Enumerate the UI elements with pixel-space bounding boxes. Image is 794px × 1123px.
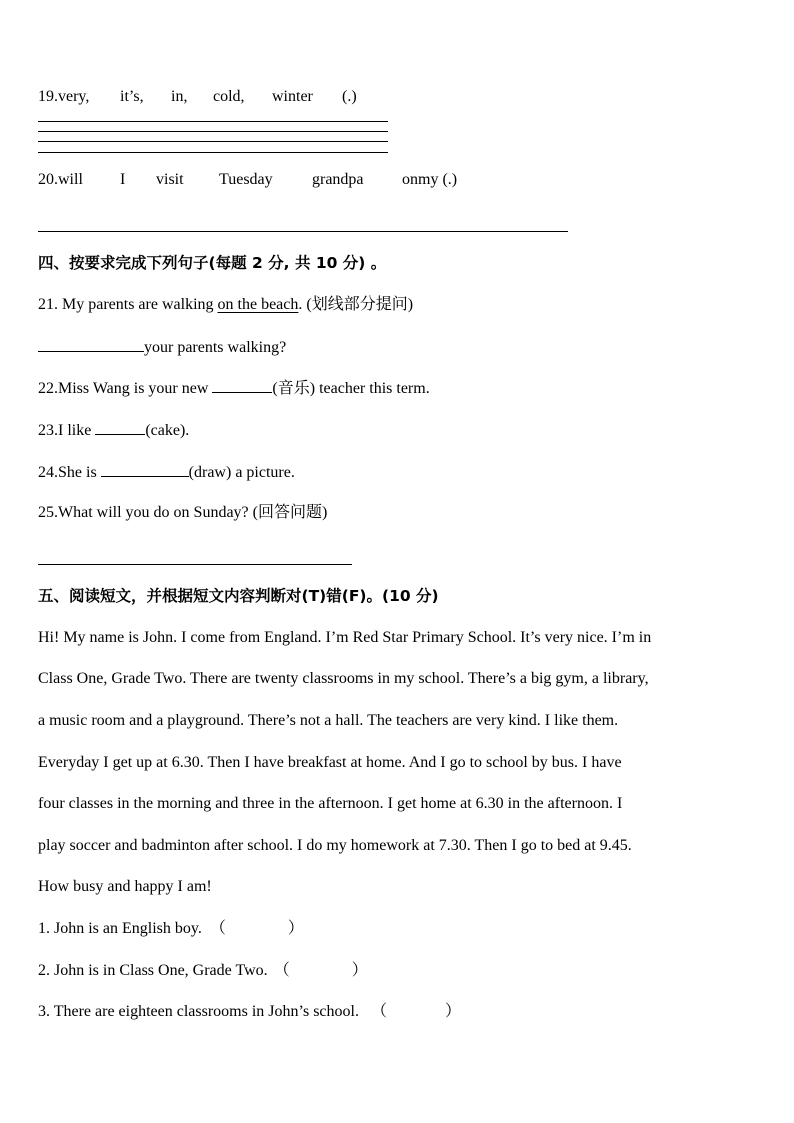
section-4-title: 四、按要求完成下列句子(每题 2 分, 共 10 分) 。	[38, 254, 387, 272]
fill-blank[interactable]	[101, 462, 189, 477]
judge-answer-box[interactable]: （ ）	[209, 920, 304, 937]
answer-line[interactable]	[38, 141, 388, 142]
q20-word: I	[120, 171, 126, 188]
judge-answer-box[interactable]: （ ）	[370, 1003, 461, 1020]
answer-line[interactable]	[38, 564, 352, 565]
section-5-title: 五、阅读短文，并根据短文内容判断对(T)错(F)。(10 分)	[38, 587, 439, 605]
judge-item	[38, 919, 304, 939]
fill-blank[interactable]	[95, 420, 145, 435]
q19-line	[38, 87, 357, 107]
q21-instruction: . (划线部分提问)	[298, 296, 414, 313]
q22-hint: (音乐) teacher this term.	[272, 380, 430, 397]
q24-text: 24.She is	[38, 464, 101, 481]
q24-line	[38, 462, 295, 483]
q20-number: 20.	[38, 171, 58, 188]
q20-word: Tuesday	[219, 171, 273, 188]
answer-line[interactable]	[38, 131, 388, 132]
q25-line: 25.What will you do on Sunday? (回答问题)	[38, 504, 328, 521]
answer-line[interactable]	[38, 152, 388, 153]
answer-line[interactable]	[38, 121, 388, 122]
q19-word: (.)	[342, 88, 357, 105]
passage-line: Everyday I get up at 6.30. Then I have breakfast at home. And I go to school by bus. I have	[38, 754, 622, 771]
q19-number: 19.	[38, 88, 58, 105]
passage-line: play soccer and badminton after school. I do my homework at 7.30. Then I go to bed at 9.45.	[38, 837, 632, 854]
q19-word: very,	[58, 88, 90, 105]
q19-word: in,	[171, 88, 188, 105]
q20-line	[38, 170, 457, 190]
q22-text: 22.Miss Wang is your new	[38, 380, 213, 397]
fill-blank[interactable]	[38, 337, 144, 352]
q20-word: visit	[156, 171, 184, 188]
judge-answer-box[interactable]: （ ）	[273, 962, 368, 979]
q21-answer-tail: your parents walking?	[144, 339, 287, 356]
judge-text: 3. There are eighteen classrooms in John’s school.	[38, 1003, 359, 1020]
q21-line	[38, 295, 413, 315]
answer-line[interactable]	[38, 231, 568, 232]
passage-line: a music room and a playground. There’s not a hall. The teachers are very kind. I like them.	[38, 712, 619, 729]
q19-word: cold,	[213, 88, 245, 105]
judge-item	[38, 1002, 461, 1022]
q23-hint: (cake).	[145, 422, 190, 439]
q19-word: winter	[272, 88, 313, 105]
judge-text: 2. John is in Class One, Grade Two.	[38, 962, 268, 979]
q23-line	[38, 420, 189, 441]
judge-item	[38, 961, 368, 981]
q21-text: 21. My parents are walking	[38, 296, 218, 313]
judge-text: 1. John is an English boy.	[38, 920, 202, 937]
q20-word: onmy (.)	[402, 171, 458, 188]
passage-line: Hi! My name is John. I come from England. I’m Red Star Primary School. It’s very nice. I’m in	[38, 629, 652, 646]
q24-hint: (draw) a picture.	[188, 464, 295, 481]
passage-line: How busy and happy I am!	[38, 878, 212, 895]
q20-word: grandpa	[312, 171, 364, 188]
fill-blank[interactable]	[212, 378, 272, 393]
passage-line: four classes in the morning and three in the afternoon. I get home at 6.30 in the afternoon. I	[38, 795, 623, 812]
q21-answer-line	[38, 337, 286, 358]
q21-underlined-phrase: on the beach	[217, 296, 299, 313]
q22-line	[38, 378, 430, 399]
q23-text: 23.I like	[38, 422, 96, 439]
q20-word: will	[58, 171, 83, 188]
passage-line: Class One, Grade Two. There are twenty classrooms in my school. There’s a big gym, a library,	[38, 670, 649, 687]
q19-word: it’s,	[120, 88, 144, 105]
